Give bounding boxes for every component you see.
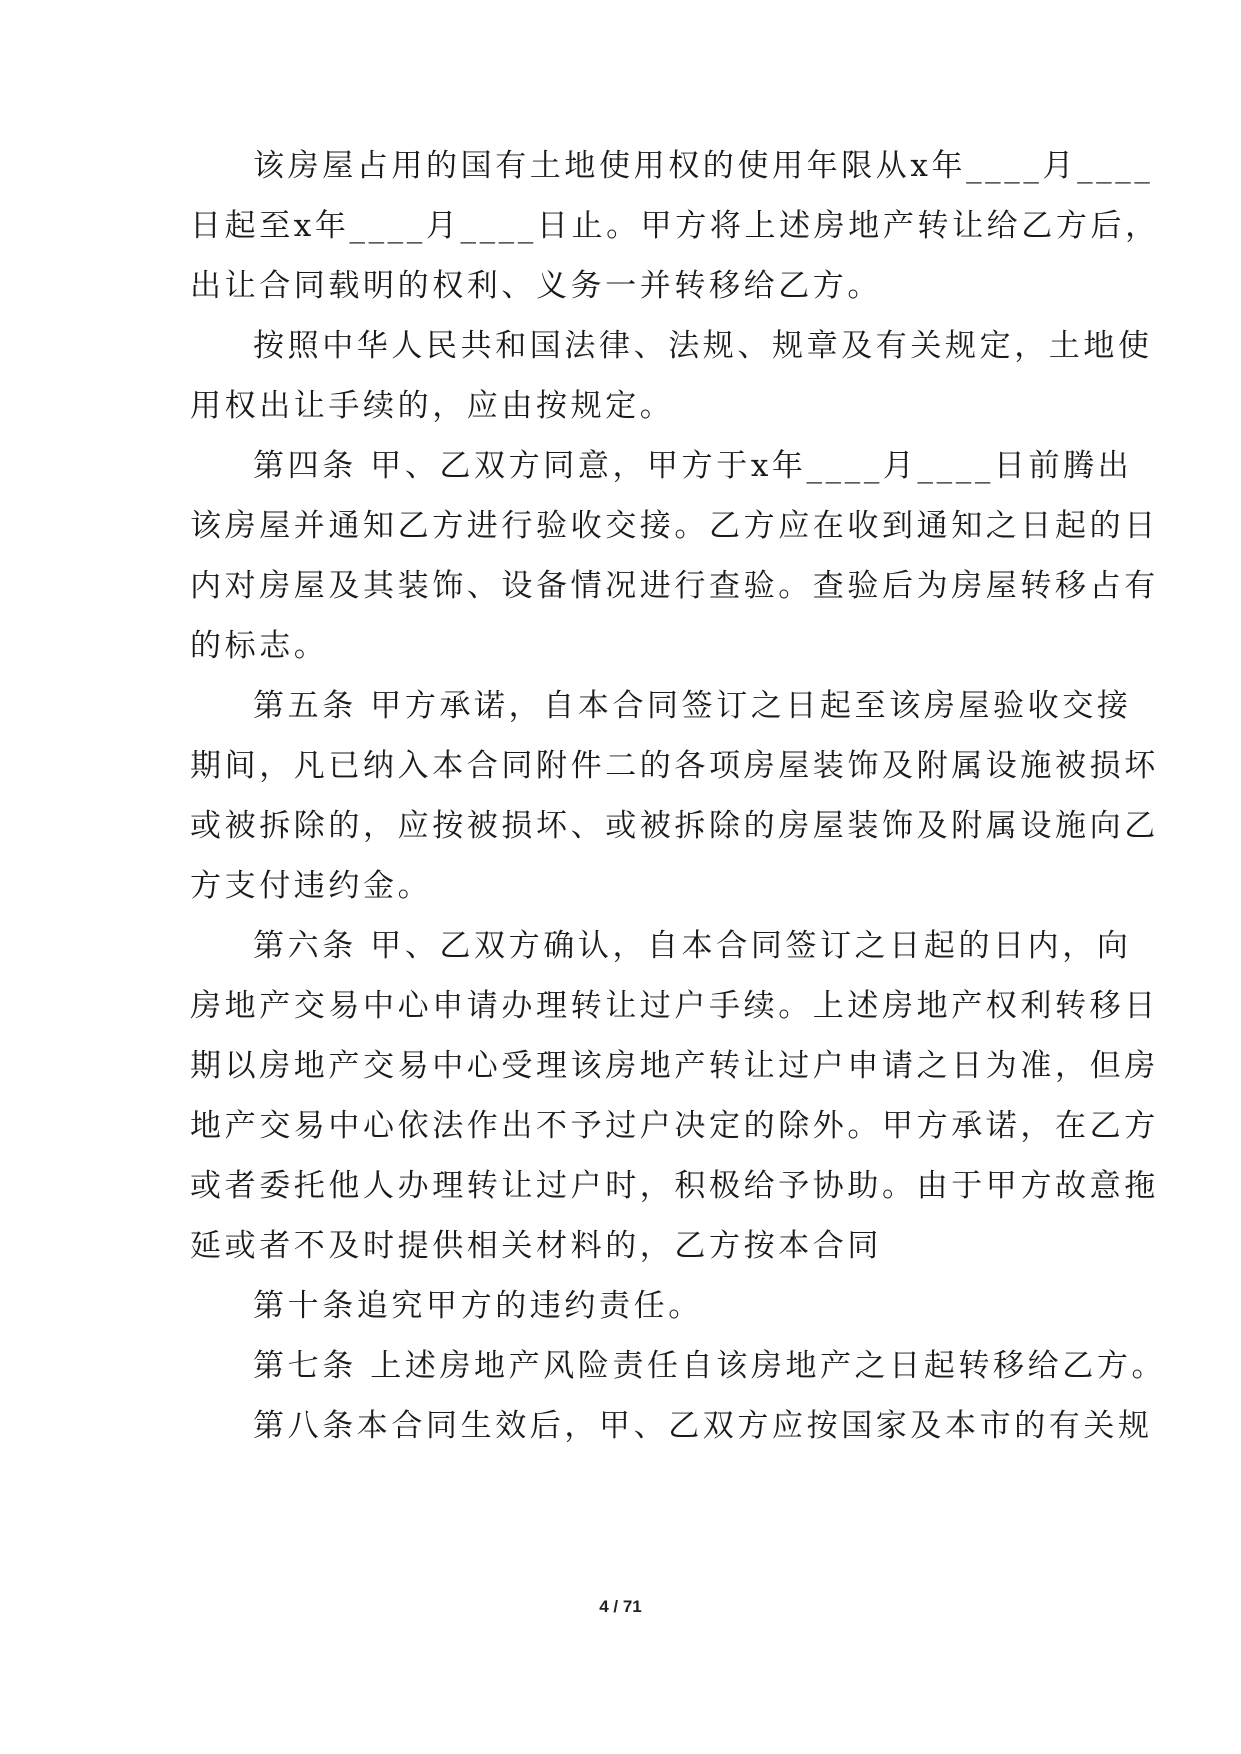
text-line: 期以房地产交易中心受理该房地产转让过户申请之日为准，但房 xyxy=(190,1048,1159,1084)
text-line: 期间，凡已纳入本合同附件二的各项房屋装饰及附属设施被损坏 xyxy=(190,748,1159,784)
text-line: 第五条 甲方承诺，自本合同签订之日起至该房屋验收交接 xyxy=(253,688,1132,724)
text-line: 房地产交易中心申请办理转让过户手续。上述房地产权利转移日 xyxy=(190,988,1159,1024)
text-line: 第六条 甲、乙双方确认，自本合同签订之日起的日内，向 xyxy=(253,928,1132,964)
text-line: 内对房屋及其装饰、设备情况进行查验。查验后为房屋转移占有 xyxy=(190,568,1159,604)
text-line: 出让合同载明的权利、义务一并转移给乙方。 xyxy=(190,268,882,304)
text-line: 第四条 甲、乙双方同意，甲方于x年____月____日前腾出 xyxy=(253,448,1133,484)
text-line: 的标志。 xyxy=(190,628,329,664)
text-line: 该房屋并通知乙方进行验收交接。乙方应在收到通知之日起的日 xyxy=(190,508,1159,544)
text-line: 用权出让手续的，应由按规定。 xyxy=(190,388,675,424)
text-line: 方支付违约金。 xyxy=(190,868,433,904)
text-line: 按照中华人民共和国法律、法规、规章及有关规定，土地使 xyxy=(253,328,1153,364)
text-line: 第七条 上述房地产风险责任自该房地产之日起转移给乙方。 xyxy=(253,1348,1167,1384)
page-number: 4 / 71 xyxy=(599,1597,642,1616)
text-line: 该房屋占用的国有土地使用权的使用年限从x年____月____ xyxy=(253,148,1154,184)
text-line: 延或者不及时提供相关材料的，乙方按本合同 xyxy=(190,1228,882,1264)
text-line: 第十条追究甲方的违约责任。 xyxy=(253,1288,703,1324)
text-line: 或者委托他人办理转让过户时，积极给予协助。由于甲方故意拖 xyxy=(190,1168,1159,1204)
text-line: 地产交易中心依法作出不予过户决定的除外。甲方承诺，在乙方 xyxy=(190,1108,1159,1144)
text-line: 或被拆除的，应按被损坏、或被拆除的房屋装饰及附属设施向乙 xyxy=(190,808,1159,844)
text-line: 日起至x年____月____日止。甲方将上述房地产转让给乙方后， xyxy=(190,208,1160,244)
text-line: 第八条本合同生效后，甲、乙双方应按国家及本市的有关规 xyxy=(253,1408,1153,1444)
